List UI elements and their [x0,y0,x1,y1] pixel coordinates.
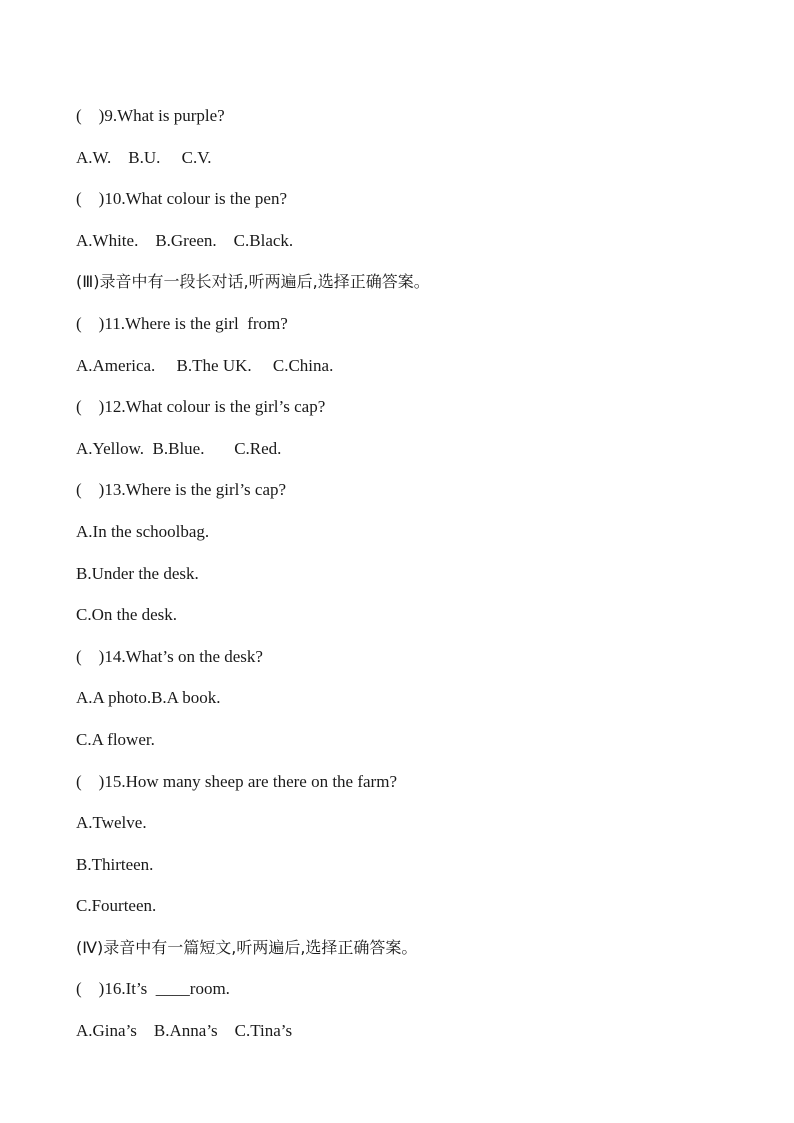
question-13-option-b: B.Under the desk. [76,563,199,583]
question-9: ( )9.What is purple? [76,106,225,125]
worksheet-page [76,104,736,1061]
question-11: ( )11.Where is the girl from? [76,313,288,333]
section-4-instruction: (Ⅳ)录音中有一篇短文,听两遍后,选择正确答案。 [76,937,418,957]
question-13: ( )13.Where is the girl’s cap? [76,480,287,500]
question-15: ( )15.How many sheep are there on the farm? [76,771,397,791]
question-9-options: A.W. B.U. C.V. [76,147,212,167]
question-12-options: A.Yellow. B.Blue. C.Red. [76,438,282,458]
question-10-options: A.White. B.Green. C.Black. [76,230,294,250]
question-15-option-b: B.Thirteen. [76,854,154,874]
question-14-option-c: C.A flower. [76,729,155,749]
question-11-options: A.America. B.The UK. C.China. [76,355,334,375]
question-15-option-a: A.Twelve. [76,813,147,833]
question-13-option-a: A.In the schoolbag. [76,521,210,541]
question-12: ( )12.What colour is the girl’s cap? [76,397,326,417]
question-14-options-ab: A.A photo.B.A book. [76,688,221,708]
question-13-option-c: C.On the desk. [76,605,178,625]
question-16-options: A.Gina’s B.Anna’s C.Tina’s [76,1021,293,1041]
question-15-option-c: C.Fourteen. [76,896,157,916]
question-16: ( )16.It’s ____room. [76,979,230,999]
question-14: ( )14.What’s on the desk? [76,646,263,666]
section-3-instruction: (Ⅲ)录音中有一段长对话,听两遍后,选择正确答案。 [76,272,430,292]
question-10: ( )10.What colour is the pen? [76,189,288,209]
